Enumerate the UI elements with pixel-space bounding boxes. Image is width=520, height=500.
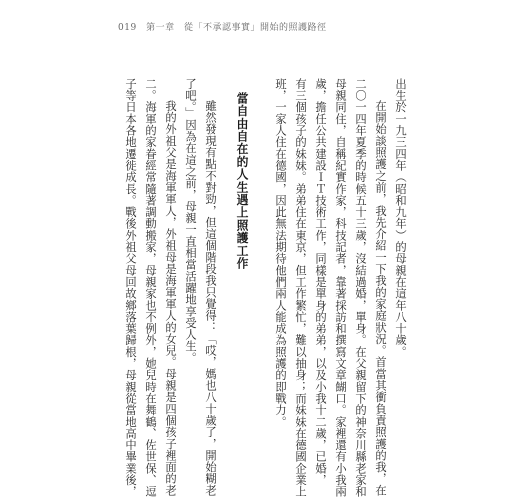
paragraph-2-line-1: 在開始談照護之前，我先介紹一下我的家庭狀況。首當其衝負責照護的我，在: [374, 100, 387, 497]
paragraph-5-line-3: 子等日本各地遷徙成長。戰後外祖父母回故鄉落葉歸根，母親從當地高中畢業後，: [124, 78, 137, 498]
paragraph-1-line-1: 出生於一九三四年（昭和九年）的母親在這年八十歲。: [394, 78, 407, 358]
paragraph-3-line-3: 歲，擔任公共建設ＩＴ技術工作，同樣是單身的弟弟，以及小我十二歲，已婚，: [314, 78, 327, 486]
page-number: 019: [118, 23, 137, 33]
paragraph-4-line-1: 雖然發現有點不對勁，但這個階段我只覺得：「哎，媽也八十歲了，開始糊老: [204, 100, 217, 497]
paragraph-3-line-4: 有三個孩子的妹妹。弟弟住在東京，但工作繁忙，難以抽身；而妹妹在德國企業上: [294, 78, 307, 498]
paragraph-3-line-2: 母親同住，自稱紀實作家，科技記者，靠著採訪和撰寫文章餬口。家裡還有小我兩: [334, 78, 347, 498]
paragraph-4-line-2: 了吧。」因為在這之前，母親一直相當活躍地享受人生。: [184, 78, 197, 364]
paragraph-3-line-1: 二〇一四年夏季的時候五十三歲，沒結過婚，單身。在父親留下的神奈川縣老家和: [354, 78, 367, 498]
paragraph-3-line-5: 班，一家人住在德國，因此無法期待他們兩人能成為照護的即戰力。: [274, 78, 287, 428]
chapter-title: 從「不承認事實」開始的照護路徑: [183, 23, 327, 33]
page-header: [118, 20, 332, 33]
vertical-text-page: [108, 78, 408, 498]
paragraph-5-line-2: 二。海軍的家眷經常隨著調動搬家，母親家也不例外，她兒時在舞鶴、佐世保、逗: [144, 78, 157, 498]
section-heading: 當自由自在的人生遇上照護工作: [235, 92, 249, 270]
chapter-label: 第一章: [146, 23, 175, 33]
paragraph-5-line-1: 我的外祖父是海軍軍人，外祖母是海軍軍人的女兒。母親是四個孩子裡面的老: [164, 100, 177, 497]
